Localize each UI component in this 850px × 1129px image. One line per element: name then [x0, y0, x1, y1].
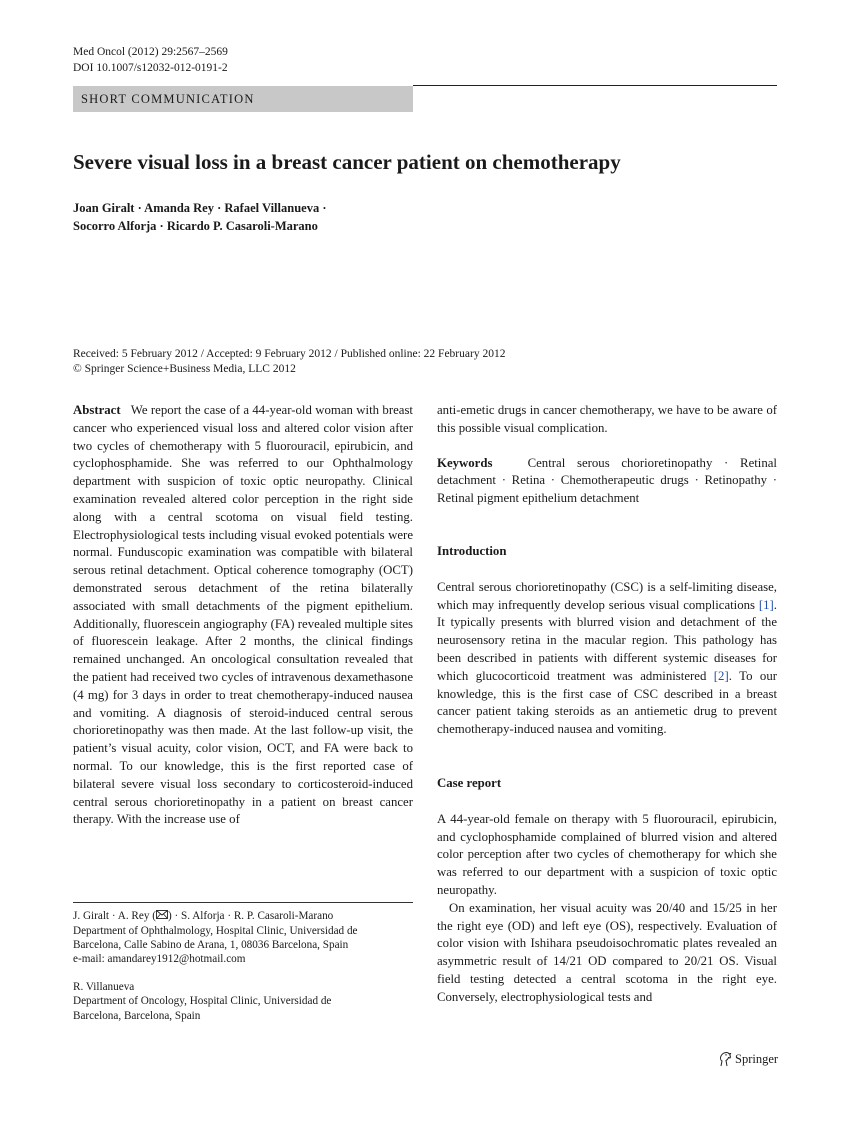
abstract-label: Abstract — [73, 403, 121, 417]
abstract-continuation: anti-emetic drugs in cancer chemotherapy, we have to be aware of this possible visual complication. — [437, 403, 777, 435]
publication-dates — [73, 347, 505, 377]
affiliation-1-address: Barcelona, Calle Sabino de Arana, 1, 08036 Barcelona, Spain — [73, 939, 349, 952]
intro-text-c: . To our knowledge, this is the first case of CSC described in a breast cancer patient taking steroids as an antiemetic drug to prevent chemotherapy-induced nausea and vomiting. — [437, 668, 777, 737]
intro-text-a: Central serous chorioretinopathy (CSC) is a self-limiting disease, which may infrequently develop serious visual complications — [437, 579, 777, 612]
keywords-label: Keywords — [437, 455, 493, 470]
keywords-text: Central serous chorioretinopathy · Retinal detachment · Retina · Chemotherapeutic drugs · Retinopathy · Retinal pigment epithelium detachment — [437, 455, 777, 506]
publisher-name: Springer — [735, 1052, 779, 1066]
case-report-heading: Case report — [437, 775, 502, 790]
affiliation-2-address: Barcelona, Barcelona, Spain — [73, 1009, 201, 1022]
left-column — [73, 402, 413, 829]
intro-text-b: . It typically presents with blurred vision and detachment of the neurosensory retina in the macular region. This pathology has been described in patients with different systemic diseases for which glucocorticoid treatment was administered — [437, 597, 777, 683]
affiliations — [73, 909, 418, 1023]
journal-citation: Med Oncol (2012) 29:2567–2569 — [73, 46, 228, 58]
affiliation-2-author: R. Villanueva — [73, 980, 135, 993]
introduction-paragraph — [437, 579, 777, 739]
author-list — [73, 199, 327, 235]
footnote-gap — [73, 967, 418, 980]
doi: DOI 10.1007/s12032-012-0191-2 — [73, 61, 228, 74]
affiliation-1-authors-b: ) · S. Alforja · R. P. Casaroli-Marano — [167, 910, 334, 922]
authors-line-1: Joan Giralt · Amanda Rey · Rafael Villanueva · — [73, 201, 327, 215]
received-accepted-line: Received: 5 February 2012 / Accepted: 9 February 2012 / Published online: 22 February 2012 — [73, 348, 506, 360]
affiliation-2-dept: Department of Oncology, Hospital Clinic, Universidad de — [73, 995, 332, 1008]
case-report-paragraph-1: A 44-year-old female on therapy with 5 fluorouracil, epirubicin, and cyclophosphamide complained of blurred vision and altered color perception after two cycles of chemotherapy for which she was referred to our department with a suspicion of toxic optic neuropathy. — [437, 811, 777, 897]
copyright-line: © Springer Science+Business Media, LLC 2012 — [73, 363, 296, 375]
case-report-paragraph-2: On examination, her visual acuity was 20/40 and 15/25 in her the right eye (OD) and left eye (OS), respectively. Evaluation of color vision with Ishihara pseudoisochromatic plates revealed an asymmetric result of 14/21 OD compared to 20/21 OS. Visual field testing detected a central scotoma in the right eye. Conversely, electrophysiological tests and — [437, 900, 777, 1004]
abstract-text: We report the case of a 44-year-old woman with breast cancer who experienced visual loss and altered color vision after two cycles of chemotherapy with 5 fluorouracil, epirubicin, and cyclophosphamide. She was referred to our Ophthalmology department with suspicion of toxic optic neuropathy. Clinical examination revealed altered color perception in the right side along with a central scotoma on visual field testing. Electrophysiological tests including visual evoked potentials were normal. Funduscopic examination was compatible with bilateral serous retinal detachment. Optical coherence tomography (OCT) demonstrated serous detachment of the retina bilaterally associated with small detachments of the pigment epithelium. Additionally, fluorescein angiography (FA) revealed multiple sites of fluorescein leakage. After 2 months, the clinical findings remained unchanged. An oncological consultation revealed that the patient had received two cycles of intravenous dexamethasone (4 mg) for 3 days in order to treat chemotherapy-induced nausea and vomiting. A diagnosis of steroid-induced central serous chorioretinopathy was then made. At the last follow-up visit, the patient’s visual acuity, color vision, OCT, and FA were back to normal. To our knowledge, this is the first reported case of bilateral severe visual loss secondary to corticosteroid-induced central serous chorioretinopathy in a patient on breast cancer therapy. With the increase use of — [73, 403, 413, 827]
affiliation-1-dept: Department of Ophthalmology, Hospital Clinic, Universidad de — [73, 924, 358, 937]
abstract — [73, 402, 413, 829]
affiliation-1-authors-a: J. Giralt · A. Rey ( — [73, 910, 156, 922]
keywords — [437, 455, 777, 508]
right-column — [437, 402, 777, 1007]
envelope-icon — [156, 909, 168, 923]
reference-2-link[interactable]: [2] — [713, 668, 729, 683]
paper-title: Severe visual loss in a breast cancer patient on chemotherapy — [73, 150, 621, 174]
journal-header — [73, 45, 228, 76]
affiliation-1-authors — [73, 909, 418, 924]
reference-1-link[interactable]: [1] — [758, 597, 774, 612]
affiliation-1-email[interactable]: e-mail: amandarey1912@hotmail.com — [73, 953, 246, 966]
introduction-heading: Introduction — [437, 543, 507, 558]
authors-line-2: Socorro Alforja · Ricardo P. Casaroli-Marano — [73, 219, 318, 233]
footnote-rule — [73, 902, 413, 903]
publisher-mark — [718, 1050, 778, 1068]
springer-horse-icon — [718, 1051, 732, 1067]
header-rule — [413, 85, 777, 86]
section-label: SHORT COMMUNICATION — [73, 86, 413, 112]
